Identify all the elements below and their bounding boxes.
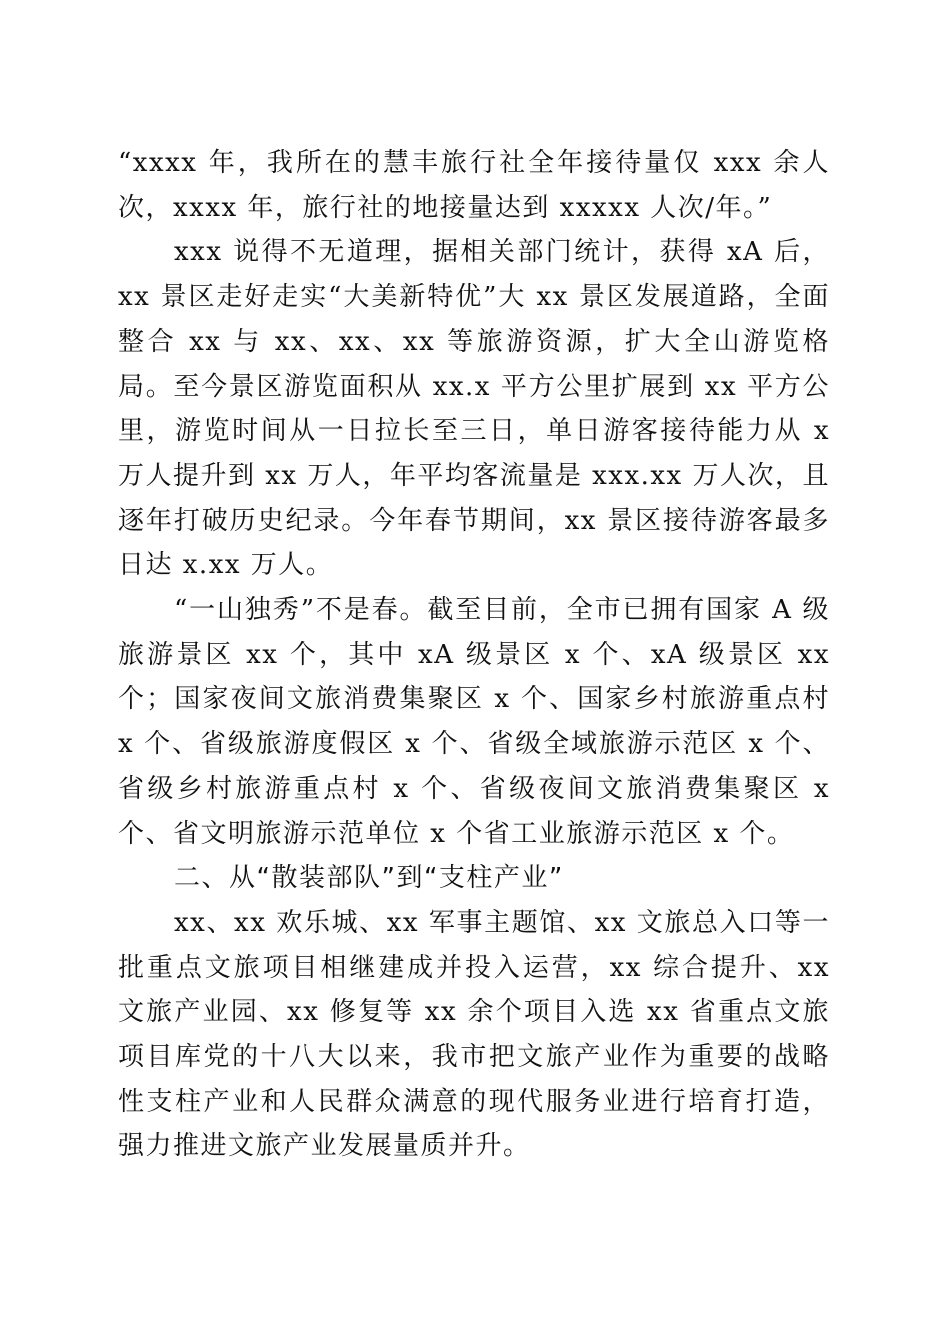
scenic-area-development-paragraph: xxx 说得不无道理，据相关部门统计，获得 xA 后，xx 景区走好走实“大美新特优”大 xx 景区发展道路，全面整合 xx 与 xx、xx、xx 等旅游资源，扩大全山游览格局。至今景区游览面积从 xx.x 平方公里扩展到 xx 平方公里，游览时间从一日拉长至三日，单日游客接待能力从 x 万人提升到 xx 万人，年平均客流量是 xxx.xx 万人次，且逐年打破历史纪录。今年春节期间，xx 景区接待游客最多日达 x.xx 万人。: [118, 237, 830, 581]
document-body: [118, 141, 830, 1169]
quote-paragraph: “xxxx 年，我所在的慧丰旅行社全年接待量仅 xxx 余人次，xxxx 年，旅行社的地接量达到 xxxxx 人次/年。”: [118, 148, 830, 223]
section-heading: 二、从“散装部队”到“支柱产业”: [174, 863, 564, 894]
industry-development-paragraph: xx、xx 欢乐城、xx 军事主题馆、xx 文旅总入口等一批重点文旅项目相继建成并投入运营，xx 综合提升、xx 文旅产业园、xx 修复等 xx 余个项目入选 xx 省重点文旅项目库党的十八大以来，我市把文旅产业作为重要的战略性支柱产业和人民群众满意的现代服务业进行培育打造，强力推进文旅产业发展量质并升。: [118, 907, 830, 1162]
tourism-achievements-paragraph: “一山独秀”不是春。截至目前，全市已拥有国家 A 级旅游景区 xx 个，其中 xA 级景区 x 个、xA 级景区 xx 个；国家夜间文旅消费集聚区 x 个、国家乡村旅游重点村 x 个、省级旅游度假区 x 个、省级全域旅游示范区 x 个、省级乡村旅游重点村 x 个、省级夜间文旅消费集聚区 x 个、省文明旅游示范单位 x 个省工业旅游示范区 x 个。: [118, 595, 830, 849]
